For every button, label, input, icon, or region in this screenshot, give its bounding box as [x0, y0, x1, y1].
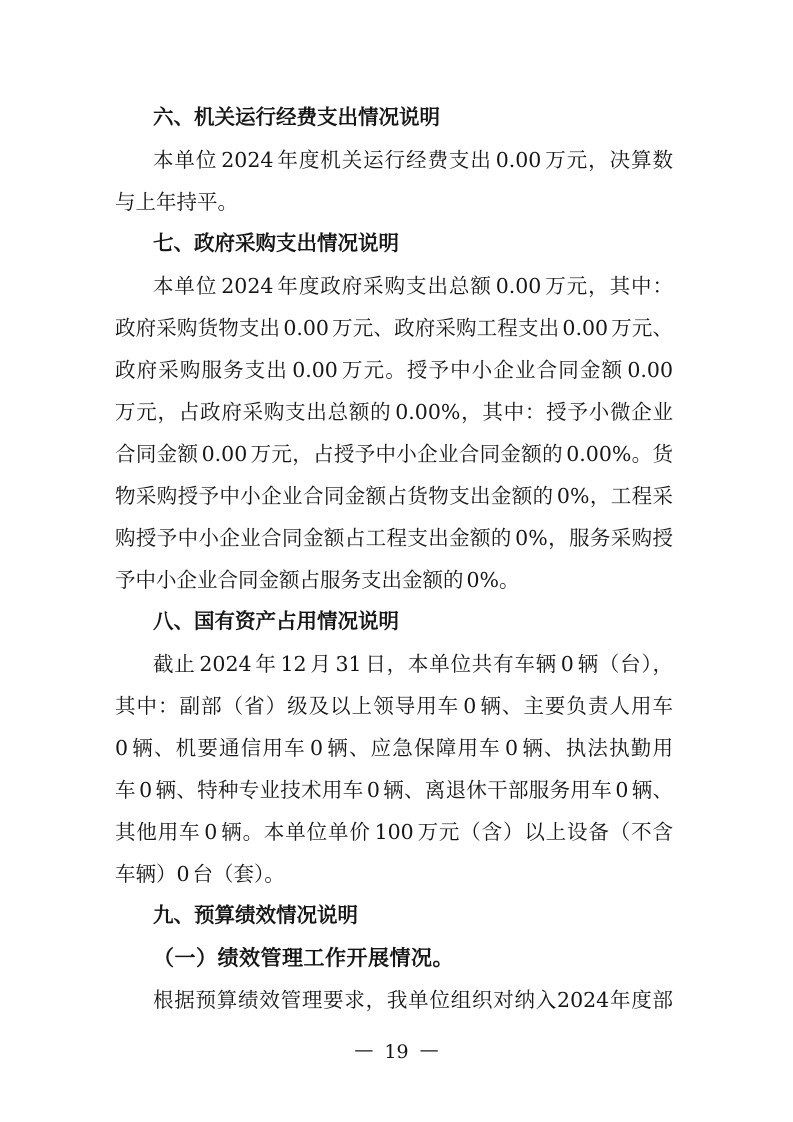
footer-right-dash: —: [419, 1039, 439, 1061]
section-6-heading: 六、机关运行经费支出情况说明: [153, 106, 440, 129]
paragraph-line: 根据预算绩效管理要求，我单位组织对纳入2024年度部: [153, 988, 673, 1012]
paragraph-line: 截止 2024 年 12 月 31 日，本单位共有车辆 0 辆（台），: [153, 652, 673, 676]
page-footer: [0, 1031, 793, 1073]
paragraph-line: 予中小企业合同金额占服务支出金额的 0%。: [115, 568, 520, 592]
paragraph-line: 车 0 辆、特种专业技术用车 0 辆、离退休干部服务用车 0 辆、: [115, 778, 673, 802]
paragraph-line: 万元，占政府采购支出总额的 0.00%，其中：授予小微企业: [115, 400, 673, 424]
paragraph-line: 物采购授予中小企业合同金额占货物支出金额的 0%，工程采: [115, 484, 673, 508]
paragraph-line: 与上年持平。: [115, 190, 238, 214]
footer-left-dash: —: [354, 1039, 374, 1061]
section-7-heading: 七、政府采购支出情况说明: [153, 232, 399, 255]
paragraph-line: 政府采购服务支出 0.00 万元。授予中小企业合同金额 0.00: [115, 358, 673, 382]
section-8-heading: 八、国有资产占用情况说明: [153, 610, 399, 633]
page-number: 19: [384, 1041, 409, 1063]
paragraph-line: 其中：副部（省）级及以上领导用车 0 辆、主要负责人用车: [115, 694, 673, 718]
paragraph-line: 购授予中小企业合同金额占工程支出金额的 0%，服务采购授: [115, 526, 673, 550]
paragraph-line: 合同金额 0.00 万元，占授予中小企业合同金额的 0.00%。货: [115, 442, 673, 466]
page-content: [115, 97, 673, 1021]
paragraph-line: 其他用车 0 辆。本单位单价 100 万元（含）以上设备（不含: [115, 820, 673, 844]
paragraph-line: 本单位 2024 年度机关运行经费支出 0.00 万元，决算数: [153, 148, 673, 172]
paragraph-line: 0 辆、机要通信用车 0 辆、应急保障用车 0 辆、执法执勤用: [115, 736, 673, 760]
section-9-heading: 九、预算绩效情况说明: [153, 904, 358, 927]
paragraph-line: 本单位 2024 年度政府采购支出总额 0.00 万元，其中：: [153, 274, 673, 298]
paragraph-line: 车辆）0 台（套）。: [115, 862, 285, 886]
paragraph-line: 政府采购货物支出 0.00 万元、政府采购工程支出 0.00 万元、: [115, 316, 673, 340]
section-9-subheading: （一）绩效管理工作开展情况。: [153, 945, 454, 970]
